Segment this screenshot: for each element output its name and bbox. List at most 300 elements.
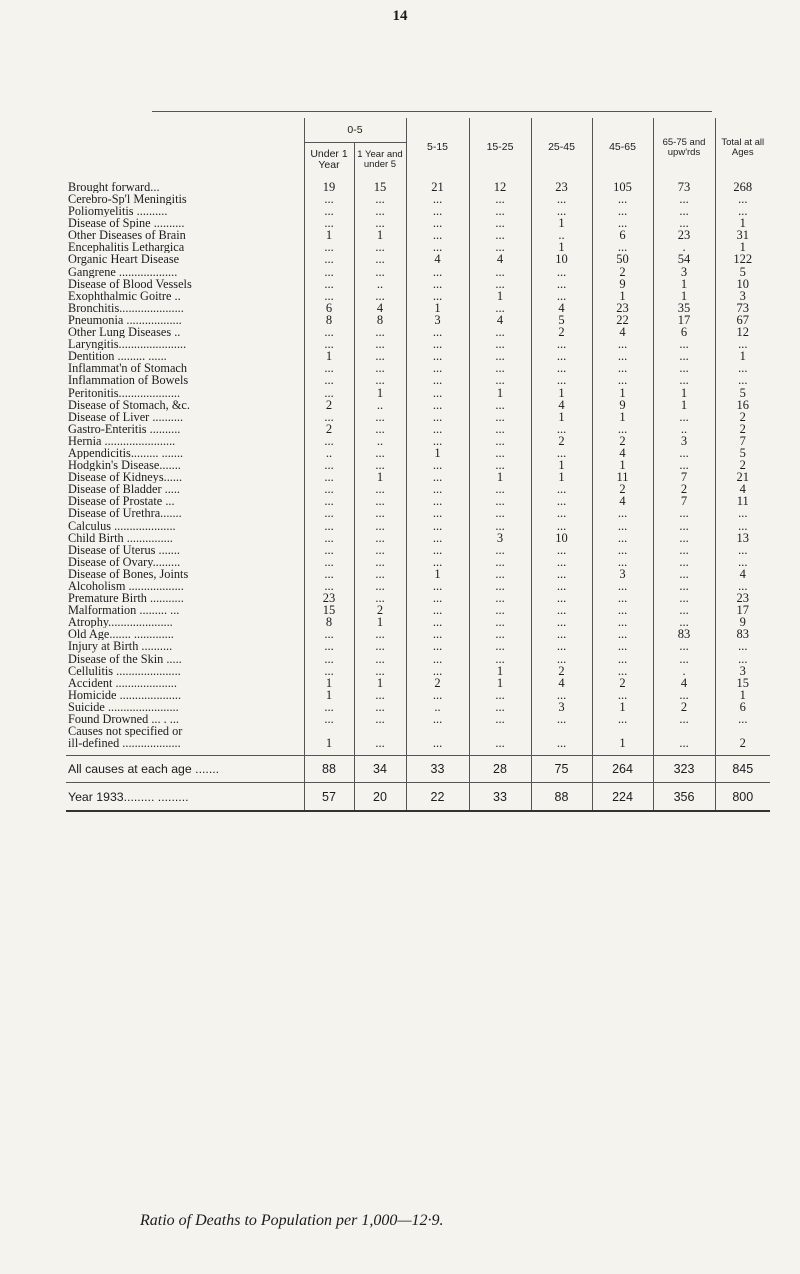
cell-value: 13 [715, 532, 770, 544]
cell-value: ... [354, 459, 406, 471]
cell-value: 5 [715, 266, 770, 278]
cell-value: ... [406, 411, 469, 423]
cell-value: ... [469, 399, 531, 411]
table-row [66, 326, 770, 338]
cell-value: 2 [715, 423, 770, 435]
cell-value: 2 [592, 677, 653, 689]
cell-value: 105 [592, 177, 653, 193]
cell-value: 268 [715, 177, 770, 193]
cell-value: ... [406, 713, 469, 725]
cell-value: ... [653, 689, 715, 701]
table-row [66, 459, 770, 471]
cell-value: ... [531, 628, 592, 640]
cell-value: ... [354, 592, 406, 604]
cell-value: ... [406, 362, 469, 374]
mortality-table [66, 118, 770, 812]
cell-value: ... [592, 217, 653, 229]
cell-value: ... [653, 604, 715, 616]
cell-value: 2 [531, 326, 592, 338]
cell-value: ... [304, 653, 354, 665]
cell-value: 3 [653, 435, 715, 447]
cell-value: ... [592, 374, 653, 386]
cell-value: 50 [592, 253, 653, 265]
cell-value: 16 [715, 399, 770, 411]
cell-value: 1 [354, 229, 406, 241]
cell-value: 2 [653, 701, 715, 713]
cell-value: ... [354, 689, 406, 701]
cell-value: ... [469, 350, 531, 362]
cell-value: 88 [531, 783, 592, 812]
cell-value: 1 [653, 387, 715, 399]
cell-value: ... [354, 266, 406, 278]
cell-value: ... [653, 544, 715, 556]
cell-value: ... [406, 556, 469, 568]
cell-value: ... [354, 350, 406, 362]
cell-value: ... [406, 229, 469, 241]
row-label: Calculus .................... [68, 519, 176, 532]
row-label: Inflammation of Bowels [68, 374, 189, 387]
cell-value: ... [715, 520, 770, 532]
table-row [66, 568, 770, 580]
row-label: Disease of Kidneys...... [68, 471, 183, 484]
row-label: Other Lung Diseases .. [68, 326, 181, 339]
cell-value: 23 [653, 229, 715, 241]
cell-value: 800 [715, 783, 770, 812]
cell-value: ... [531, 616, 592, 628]
table-row [66, 217, 770, 229]
cell-value: .. [354, 278, 406, 290]
cell-value: 4 [653, 677, 715, 689]
cell-value: 2 [354, 604, 406, 616]
cell-value: . [653, 665, 715, 677]
cell-value: 1 [715, 350, 770, 362]
row-label: Year 1933......... ......... [66, 783, 304, 812]
cell-value: ... [406, 241, 469, 253]
cell-value: 7 [653, 495, 715, 507]
cell-value: 3 [531, 701, 592, 713]
cell-value: 1 [592, 701, 653, 713]
cell-value: ... [354, 701, 406, 713]
cell-value: ... [406, 193, 469, 205]
table-row [66, 507, 770, 519]
total-row [66, 756, 770, 783]
cell-value: ... [469, 628, 531, 640]
cell-value: ... [406, 580, 469, 592]
cell-value: ... [653, 459, 715, 471]
cell-value: ... [531, 737, 592, 749]
cell-value: 73 [715, 302, 770, 314]
row-label: Accident .................... [68, 676, 177, 689]
row-label: Disease of Liver .......... [68, 410, 184, 423]
header-age-5-15: 5-15 [406, 118, 469, 177]
cell-value: ... [469, 278, 531, 290]
cell-value: 31 [715, 229, 770, 241]
cell-value: ... [592, 580, 653, 592]
cell-value: ... [531, 592, 592, 604]
cell-value: 1 [469, 677, 531, 689]
cell-value: 35 [653, 302, 715, 314]
cell-value: ... [354, 532, 406, 544]
cell-value: 1 [715, 217, 770, 229]
cell-value: .. [406, 701, 469, 713]
cell-value: 1 [469, 290, 531, 302]
row-label: Injury at Birth .......... [68, 640, 173, 653]
cell-value: ... [592, 604, 653, 616]
cell-value: ... [715, 640, 770, 652]
cell-value: 4 [531, 399, 592, 411]
cell-value: 12 [715, 326, 770, 338]
cell-value: ... [592, 362, 653, 374]
cell-value: ... [406, 266, 469, 278]
cell-value: ... [304, 628, 354, 640]
cell-value: ... [354, 544, 406, 556]
cell-value: ... [354, 653, 406, 665]
row-label: Causes not specified or [68, 725, 183, 738]
table-row [66, 640, 770, 652]
cell-value: ... [653, 653, 715, 665]
table-row [66, 725, 770, 737]
cell-value: ... [304, 471, 354, 483]
cell-value: ... [531, 580, 592, 592]
cell-value: ... [304, 665, 354, 677]
cell-value: ... [592, 689, 653, 701]
cell-value: ... [354, 423, 406, 435]
cell-value: 2 [592, 266, 653, 278]
cell-value: ... [592, 653, 653, 665]
table-row [66, 520, 770, 532]
cell-value: 15 [304, 604, 354, 616]
table-row [66, 314, 770, 326]
cell-value: ... [406, 374, 469, 386]
table-row [66, 423, 770, 435]
cell-value: ... [592, 338, 653, 350]
table-row [66, 253, 770, 265]
row-label: Malformation ......... ... [68, 604, 180, 617]
cell-value: 4 [469, 314, 531, 326]
cell-value: ... [354, 362, 406, 374]
cell-value: 1 [469, 387, 531, 399]
cell-value: 12 [469, 177, 531, 193]
cell-value: 73 [653, 177, 715, 193]
cell-value: ... [406, 423, 469, 435]
cell-value: 264 [592, 756, 653, 783]
cell-value: ... [653, 350, 715, 362]
cell-value: ... [653, 193, 715, 205]
cell-value: ... [406, 399, 469, 411]
row-label: Disease of Spine .......... [68, 217, 185, 230]
cell-value: ... [406, 483, 469, 495]
cell-value: ... [406, 217, 469, 229]
cell-value: ... [354, 580, 406, 592]
header-age-65-75: 65-75 and upw'rds [653, 118, 715, 177]
cell-value: .. [354, 399, 406, 411]
cell-value: ... [469, 302, 531, 314]
cell-value: 3 [715, 290, 770, 302]
cell-value: ... [354, 713, 406, 725]
cell-value: 4 [715, 568, 770, 580]
cell-value: ... [469, 616, 531, 628]
cell-value: 17 [715, 604, 770, 616]
cell-value: ... [531, 447, 592, 459]
row-label: Old Age....... ............. [68, 628, 174, 641]
table-row [66, 604, 770, 616]
cell-value: 3 [715, 665, 770, 677]
row-label: Other Diseases of Brain [68, 229, 186, 242]
row-label: Encephalitis Lethargica [68, 241, 185, 254]
cell-value: ... [531, 556, 592, 568]
cell-value: ... [304, 217, 354, 229]
cell-value: 33 [406, 756, 469, 783]
cell-value: ... [354, 253, 406, 265]
cell-value: 83 [653, 628, 715, 640]
cell-value: ... [715, 713, 770, 725]
cell-value: ... [531, 689, 592, 701]
cell-value: 9 [715, 616, 770, 628]
cell-value: 1 [531, 411, 592, 423]
cell-value: ... [354, 495, 406, 507]
cell-value: ... [469, 592, 531, 604]
table-row [66, 266, 770, 278]
cell-value: 10 [531, 253, 592, 265]
cell-value: ... [304, 580, 354, 592]
cell-value [715, 725, 770, 737]
cell-value: ... [592, 640, 653, 652]
cell-value: 11 [715, 495, 770, 507]
cell-value: ... [354, 193, 406, 205]
row-label: Disease of Uterus ....... [68, 543, 181, 556]
cell-value: ... [354, 520, 406, 532]
cell-value: ... [469, 556, 531, 568]
cell-value: ... [653, 217, 715, 229]
cell-value: ... [406, 628, 469, 640]
cell-value: 23 [592, 302, 653, 314]
cell-value: ... [531, 483, 592, 495]
row-label: Appendicitis......... ....... [68, 446, 184, 460]
cell-value: 3 [469, 532, 531, 544]
cell-value: ... [715, 338, 770, 350]
cell-value: ... [531, 568, 592, 580]
cell-value: ... [304, 193, 354, 205]
cell-value: ... [469, 483, 531, 495]
cell-value: 1 [354, 471, 406, 483]
cell-value: ... [653, 640, 715, 652]
cell-value: ... [715, 580, 770, 592]
cell-value: .. [653, 423, 715, 435]
cell-value: ... [531, 193, 592, 205]
cell-value: 34 [354, 756, 406, 783]
cell-value: 23 [531, 177, 592, 193]
row-label: Poliomyelitis .......... [68, 205, 168, 218]
page-number: 14 [392, 8, 408, 24]
table-row [66, 374, 770, 386]
row-label: Homicide .................... [68, 688, 182, 701]
cell-value: ... [469, 580, 531, 592]
cell-value [406, 725, 469, 737]
cell-value: ... [406, 290, 469, 302]
cell-value: ... [531, 266, 592, 278]
cell-value: ... [406, 507, 469, 519]
table-row [66, 616, 770, 628]
cell-value: ... [469, 640, 531, 652]
cell-value: ... [406, 616, 469, 628]
cell-value: ... [406, 653, 469, 665]
cell-value: 1 [354, 677, 406, 689]
cell-value: ... [653, 507, 715, 519]
cell-value: ... [469, 495, 531, 507]
cell-value [653, 725, 715, 737]
cell-value: ... [592, 507, 653, 519]
cell-value: ... [469, 362, 531, 374]
cell-value: ... [469, 217, 531, 229]
cell-value: ... [406, 471, 469, 483]
cell-value [354, 725, 406, 737]
cell-value: 1 [354, 387, 406, 399]
cell-value: 4 [531, 302, 592, 314]
cell-value: ... [354, 737, 406, 749]
cell-value: ... [469, 338, 531, 350]
cell-value: ... [406, 737, 469, 749]
row-label: Bronchitis..................... [68, 301, 184, 314]
cell-value: 57 [304, 783, 354, 812]
cell-value: . [653, 241, 715, 253]
cell-value: 2 [715, 411, 770, 423]
table-row [66, 229, 770, 241]
cell-value: ... [406, 459, 469, 471]
cell-value: 67 [715, 314, 770, 326]
cell-value: ... [304, 411, 354, 423]
cell-value: ... [531, 713, 592, 725]
cell-value: 2 [304, 423, 354, 435]
top-rule [152, 111, 712, 112]
row-label: Disease of Stomach, &c. [68, 398, 190, 411]
cell-value: ... [354, 628, 406, 640]
cell-value: ... [653, 411, 715, 423]
cell-value: ... [406, 544, 469, 556]
cell-value: ... [653, 592, 715, 604]
cell-value: .. [304, 447, 354, 459]
cell-value: 6 [715, 701, 770, 713]
cell-value: ... [469, 737, 531, 749]
row-label: Pneumonia .................. [68, 313, 182, 327]
cell-value: ... [592, 193, 653, 205]
cell-value: 5 [715, 387, 770, 399]
cell-value: 1 [531, 387, 592, 399]
cell-value: ... [406, 665, 469, 677]
header-row-top [66, 118, 770, 143]
cell-value: 28 [469, 756, 531, 783]
cell-value: 33 [469, 783, 531, 812]
cell-value: ... [469, 326, 531, 338]
row-label: Cerebro-Sp'l Meningitis [68, 193, 187, 206]
cell-value: 2 [406, 677, 469, 689]
row-label: Cellulitis ..................... [68, 664, 181, 677]
cell-value: ... [469, 459, 531, 471]
cell-value: ... [354, 556, 406, 568]
cell-value: ... [304, 435, 354, 447]
cell-value: 1 [531, 241, 592, 253]
cell-value: 2 [592, 483, 653, 495]
cell-value: ... [531, 278, 592, 290]
cell-value: ... [354, 447, 406, 459]
cell-value: 1 [406, 447, 469, 459]
cell-value: 1 [531, 459, 592, 471]
cell-value: ... [531, 507, 592, 519]
table-row [66, 701, 770, 713]
cell-value: ... [469, 544, 531, 556]
cell-value: ... [469, 266, 531, 278]
cell-value: ... [304, 266, 354, 278]
table-row [66, 205, 770, 217]
cell-value: ... [406, 532, 469, 544]
cell-value: 122 [715, 253, 770, 265]
cell-value: ... [469, 653, 531, 665]
cell-value: ... [715, 362, 770, 374]
cell-value: .. [354, 435, 406, 447]
cell-value: 15 [715, 677, 770, 689]
row-label: Brought forward... [68, 179, 160, 193]
table-row [66, 399, 770, 411]
header-blank [66, 118, 304, 177]
table-row [66, 737, 770, 749]
row-label: Disease of Ovary......... [68, 555, 181, 568]
cell-value: ... [653, 520, 715, 532]
table-row [66, 592, 770, 604]
header-age-15-25: 15-25 [469, 118, 531, 177]
cell-value: 1 [304, 689, 354, 701]
table-row [66, 193, 770, 205]
cell-value: ... [304, 556, 354, 568]
cell-value: ... [304, 701, 354, 713]
cell-value: ... [406, 592, 469, 604]
cell-value: ... [531, 604, 592, 616]
cell-value: 1 [592, 459, 653, 471]
cell-value: ... [354, 507, 406, 519]
cell-value: 8 [304, 616, 354, 628]
cell-value: 23 [715, 592, 770, 604]
cell-value: 4 [531, 677, 592, 689]
cell-value: ... [406, 520, 469, 532]
row-label: Exophthalmic Goitre .. [68, 289, 181, 302]
row-label: Laryngitis...................... [68, 338, 187, 351]
cell-value: 7 [715, 435, 770, 447]
cell-value: ... [531, 338, 592, 350]
cell-value: ... [304, 290, 354, 302]
table-row [66, 556, 770, 568]
cell-value: 1 [592, 737, 653, 749]
cell-value: ... [653, 713, 715, 725]
cell-value: 5 [715, 447, 770, 459]
table-row [66, 350, 770, 362]
cell-value: 1 [406, 568, 469, 580]
cell-value: ... [592, 616, 653, 628]
cell-value: 2 [531, 665, 592, 677]
table-row [66, 580, 770, 592]
row-label: Disease of Bones, Joints [68, 567, 189, 580]
cell-value: 1 [653, 278, 715, 290]
cell-value: ... [592, 556, 653, 568]
cell-value: 1 [304, 229, 354, 241]
cell-value: 4 [469, 253, 531, 265]
cell-value: 75 [531, 756, 592, 783]
row-label: Inflammat'n of Stomach [68, 362, 188, 375]
cell-value: ... [354, 568, 406, 580]
cell-value: 845 [715, 756, 770, 783]
cell-value: ... [304, 495, 354, 507]
row-label: ill-defined ................... [68, 737, 181, 750]
cell-value [592, 725, 653, 737]
cell-value: 4 [715, 483, 770, 495]
cell-value: ... [469, 435, 531, 447]
